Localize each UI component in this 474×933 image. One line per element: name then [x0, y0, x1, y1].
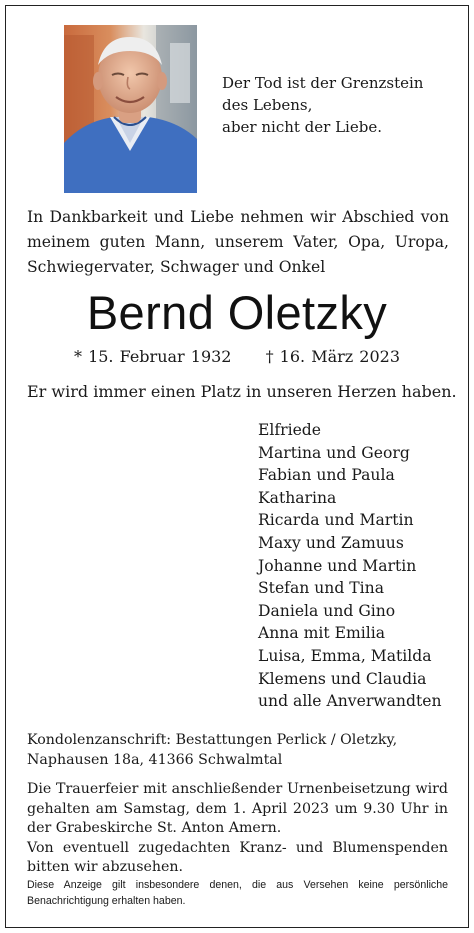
farewell-intro: [27, 205, 449, 280]
portrait-illustration: [64, 25, 197, 193]
death-date: † 16. März 2023: [265, 347, 400, 366]
mourner-entry: Stefan und Tina: [258, 579, 384, 598]
service-line: Die Trauerfeier mit anschließender Urnenbeisetzung wird: [27, 781, 448, 797]
service-line: bitten wir abzusehen.: [27, 859, 184, 876]
quote-line: des Lebens,: [222, 96, 313, 114]
note-line: Diese Anzeige gilt insbesondere denen, die aus Versehen keine persönliche: [27, 879, 448, 891]
mourner-entry: Klemens und Claudia: [258, 669, 427, 688]
quote-line: aber nicht der Liebe.: [222, 118, 382, 136]
condolence-line: Naphausen 18a, 41366 Schwalmtal: [27, 752, 283, 768]
service-line: Von eventuell zugedachten Kranz- und Blumenspenden: [27, 839, 448, 856]
deceased-name: Bernd Oletzky: [86, 286, 388, 339]
mourner-entry: Fabian und Paula: [258, 466, 395, 485]
portrait-photo: [64, 25, 197, 193]
mourner-entry: Luisa, Emma, Matilda: [258, 646, 432, 665]
service-line: der Grabeskirche St. Anton Amern.: [27, 820, 282, 837]
note-line: Benachrichtigung erhalten haben.: [27, 895, 186, 907]
memorial-motto: Er wird immer einen Platz in unseren Herzen haben.: [27, 382, 457, 401]
life-dates: [0, 345, 474, 369]
mourner-entry: Ricarda und Martin: [258, 511, 414, 530]
intro-line: Schwiegervater, Schwager und Onkel: [27, 258, 326, 276]
birth-date: * 15. Februar 1932: [73, 347, 232, 366]
condolence-line: Kondolenzanschrift: Bestattungen Perlick / Oletzky,: [27, 732, 398, 748]
mourner-entry: Katharina: [258, 488, 337, 507]
mourner-entry: Martina und Georg: [258, 443, 410, 462]
mourner-entry: Anna mit Emilia: [258, 624, 386, 643]
notification-note: [27, 877, 448, 909]
mourner-entry: Daniela und Gino: [258, 601, 396, 620]
mourner-entry: Maxy und Zamuus: [258, 533, 404, 552]
mourner-entry: und alle Anverwandten: [258, 692, 442, 711]
quote: [222, 72, 423, 138]
condolence-address: [27, 730, 397, 770]
intro-line: meinem guten Mann, unserem Vater, Opa, Uropa,: [27, 233, 449, 251]
mourners-list: [258, 419, 442, 713]
mourner-entry: Elfriede: [258, 421, 322, 439]
mourner-entry: Johanne und Martin: [258, 556, 417, 575]
service-line: gehalten am Samstag, dem 1. April 2023 um 9.30 Uhr in: [27, 800, 448, 817]
intro-line: In Dankbarkeit und Liebe nehmen wir Abschied von: [27, 208, 449, 226]
quote-line: Der Tod ist der Grenzstein: [222, 74, 424, 92]
funeral-service-info: [27, 780, 448, 878]
